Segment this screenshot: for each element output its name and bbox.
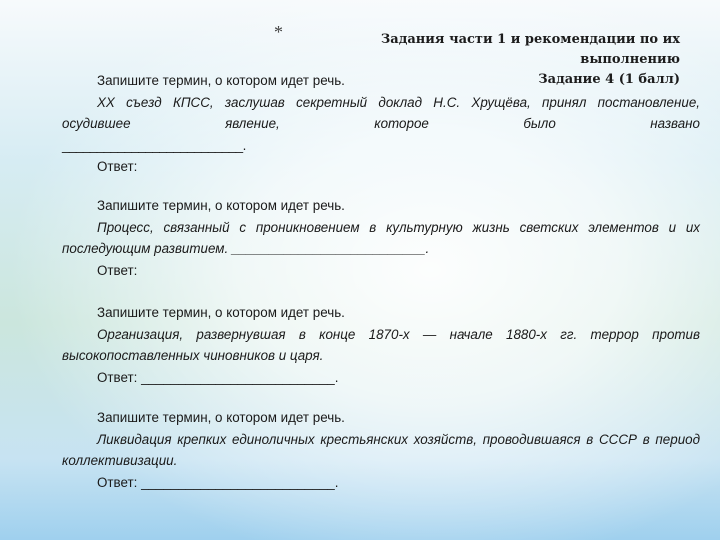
- task-prompt: Запишите термин, о котором идет речь.: [97, 305, 345, 320]
- slide-title: Задания части 1 и рекомендации по их выполнению: [380, 32, 680, 67]
- task-block-1: [62, 70, 700, 178]
- task-block-4: [62, 407, 700, 493]
- task-text: Процесс, связанный с проникновением в культурную жизнь светских элементов и их последующим развитием. __________________________.: [62, 219, 700, 256]
- answer-label: Ответ:: [97, 159, 138, 174]
- decorative-star: *: [274, 22, 283, 42]
- task-prompt: Запишите термин, о котором идет речь.: [97, 198, 345, 213]
- answer-label: Ответ: __________________________.: [97, 369, 339, 385]
- answer-label: Ответ: __________________________.: [97, 474, 339, 490]
- task-prompt: Запишите термин, о котором идет речь.: [97, 410, 345, 425]
- task-block-2: [62, 195, 700, 281]
- answer-label: Ответ:: [97, 262, 138, 278]
- task-text: XX съезд КПСС, заслушав секретный доклад Н.С. Хрущёва, принял постановление, осудившее явление, которое было названо: [62, 94, 700, 131]
- task-text: Ликвидация крепких единоличных крестьянских хозяйств, проводившаяся в СССР в период коллективизации.: [62, 431, 700, 468]
- task-number-heading: Задание 4 (1 балл): [538, 72, 680, 87]
- task-block-3: [62, 302, 700, 388]
- answer-blank: __________________________.: [62, 137, 246, 153]
- task-prompt: Запишите термин, о котором идет речь.: [97, 73, 345, 88]
- task-text: Организация, развернувшая в конце 1870-х — начале 1880-х гг. террор против высокопоставленных чиновников и царя.: [62, 326, 700, 363]
